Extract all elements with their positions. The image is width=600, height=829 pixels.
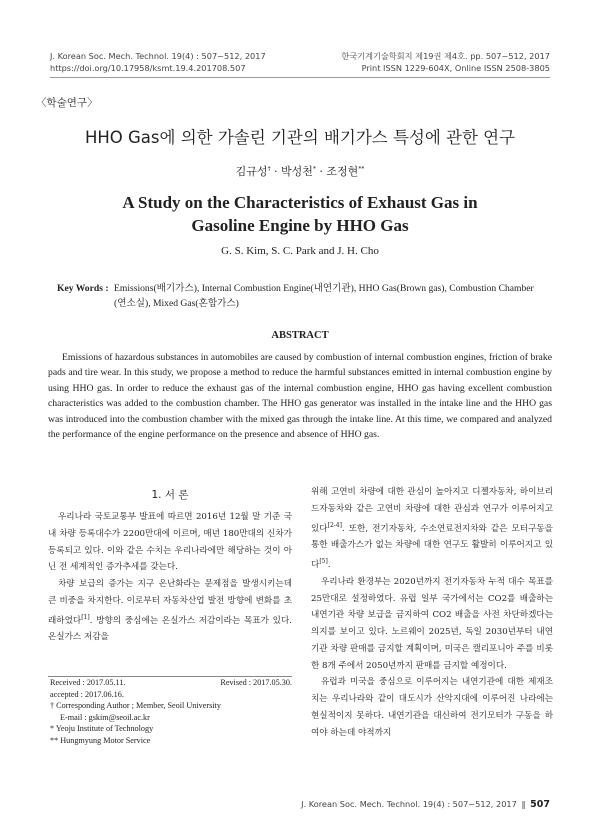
title-korean: HHO Gas에 의한 가솔린 기관의 배기가스 특성에 관한 연구 <box>84 128 516 147</box>
author-3: · 조정현 <box>315 165 359 178</box>
authors-english: G. S. Kim, S. C. Park and J. H. Cho <box>221 245 379 257</box>
author-1-mark: † <box>267 165 271 173</box>
header-divider <box>50 77 550 78</box>
corresponding-author: † Corresponding Author ; Member, Seoil University <box>50 701 221 711</box>
keywords-line1: Emissions(배기가스), Internal Combustion Engine(내연기관), HHO Gas(Brown gas), Combustion Chamber <box>114 283 534 294</box>
title-english-line2: Gasoline Engine by HHO Gas <box>191 216 409 235</box>
page-number: 507 <box>530 799 550 810</box>
author-2-mark: * <box>312 165 316 173</box>
doi-link[interactable]: https://doi.org/10.17958/ksmt.19.4.201708.507 <box>50 63 246 73</box>
ref-2-4[interactable]: [2-4] <box>327 521 342 529</box>
journal-citation-ko: 한국기계기술학회지 제19권 제4호. pp. 507~512, 2017 <box>341 51 550 61</box>
left-paragraph-2-a: 차량 보급의 증가는 지구 온난화라는 문제점을 발생시키는데 큰 비중을 차지한다. 이로부터 자동차산업 발전 방향에 변화를 초래하였다 <box>48 579 292 626</box>
abstract-body: Emissions of hazardous substances in automobiles are caused by combustion of internal combustion engines, friction of brake pads and tire wear. In this study, we propose a method to reduce the harmful substances emitted in internal combustion engine by using HHO gas. In order to reduce the exhaust gas of the internal combustion engine, HHO gas having excellent combustion characteristics was added to the combustion chamber. The HHO gas generator was installed in the intake line and the HHO gas was introduced into the combustion chamber with the mixed gas through the intake line. At this time, we compared and analyzed the performance of the engine performance on the presence and absence of HHO gas. <box>48 352 552 441</box>
journal-citation: J. Korean Soc. Mech. Technol. 19(4) : 507~512, 2017 <box>50 51 266 61</box>
left-column-text <box>48 509 292 646</box>
left-paragraph-2 <box>48 576 292 646</box>
right-paragraph-1 <box>311 484 553 574</box>
keywords-label: Key Words : <box>57 283 109 294</box>
author-3-mark: ** <box>358 165 365 173</box>
revised-date: Revised : 2017.05.30. <box>220 678 292 687</box>
keywords-line2: (연소실), Mixed Gas(혼합가스) <box>114 298 239 309</box>
article-category: 〈학술연구〉 <box>36 97 98 109</box>
author-1: 김규성 <box>235 165 268 178</box>
affiliation-2: ** Hungmyung Motor Service <box>50 735 151 745</box>
page-footer <box>301 799 550 810</box>
footer-separator: ‖ <box>521 799 526 809</box>
affiliation-1: * Yeoju Institute of Technology <box>50 724 154 734</box>
author-email[interactable]: E-mail : gskim@seoil.ac.kr <box>60 712 150 722</box>
authors-korean <box>0 163 600 179</box>
accepted-date: accepted : 2017.06.16. <box>50 689 124 699</box>
title-english-line1: A Study on the Characteristics of Exhaust Gas in <box>122 193 478 212</box>
received-date: Received : 2017.05.11. <box>50 678 126 687</box>
right-paragraph-1-c: . <box>327 559 331 570</box>
keywords-text <box>114 281 554 311</box>
footnotes <box>50 677 292 747</box>
right-paragraph-3: 유럽과 미국을 중심으로 이루어지는 내연기관에 대한 제재조치는 우리나라와 같이 대도시가 산악지대에 이루어진 나라에는 현실적이지 못하다. 내연기관을 대신하여 전기모터가 구동을 하여야 하는데 야적까지 <box>311 677 553 738</box>
right-column-text <box>311 484 553 742</box>
right-paragraph-1-a: 위해 고연비 차량에 대한 관심이 높아지고 디젤자동차, 하이브리드자동차와 같은 고연비 차량에 대한 관심과 연구가 이루어지고 있다 <box>311 487 553 534</box>
issn-info: Print ISSN 1229-604X, Online ISSN 2508-3805 <box>361 63 550 73</box>
footer-citation: J. Korean Soc. Mech. Technol. 19(4) : 507~512, 2017 <box>301 799 517 809</box>
ref-1[interactable]: [1] <box>81 613 90 621</box>
left-paragraph-1: 우리나라 국토교통부 발표에 따르면 2016년 12월 말 기준 국내 차량 등록대수가 2200만대에 이르며, 매년 180만대의 신차가 등록되고 있다. 이와 같은 수치는 우리나라에만 해당하는 것이 아닌 전 세계적인 증가추세를 갖는다. <box>48 512 292 573</box>
abstract-heading: ABSTRACT <box>271 330 329 341</box>
ref-5[interactable]: [5] <box>319 558 328 566</box>
left-paragraph-2-b: . 방향의 중심에는 온실가스 저감이라는 목표가 있다. 온실가스 저감을 <box>48 615 292 643</box>
section-1-heading: 1. 서 론 <box>151 489 189 501</box>
author-2: · 박성천 <box>270 165 313 178</box>
right-paragraph-1-b: . 또한, 전기자동차, 수소연료전지차와 같은 모터구동을 통한 배출가스가 없는 차량에 대한 연구도 활발히 이루어지고 있다 <box>311 523 553 570</box>
right-paragraph-2: 우리나라 환경부는 2020년까지 전기자동차 누적 대수 목표를 25만대로 설정하였다. 유럽 일부 국가에서는 CO2를 배출하는 내연기관 차량 보급을 금지하여 CO2 배출을 사전 차단하겠다는 의지를 보이고 있다. 노르웨이 2025년, 독일 2030년부터 내연기관 차량 판매를 금지할 계획이며, 미국은 캘리포니아 주를 비롯한 8개 주에서 2050년까지 판매를 금지할 예정이다. <box>311 576 553 671</box>
